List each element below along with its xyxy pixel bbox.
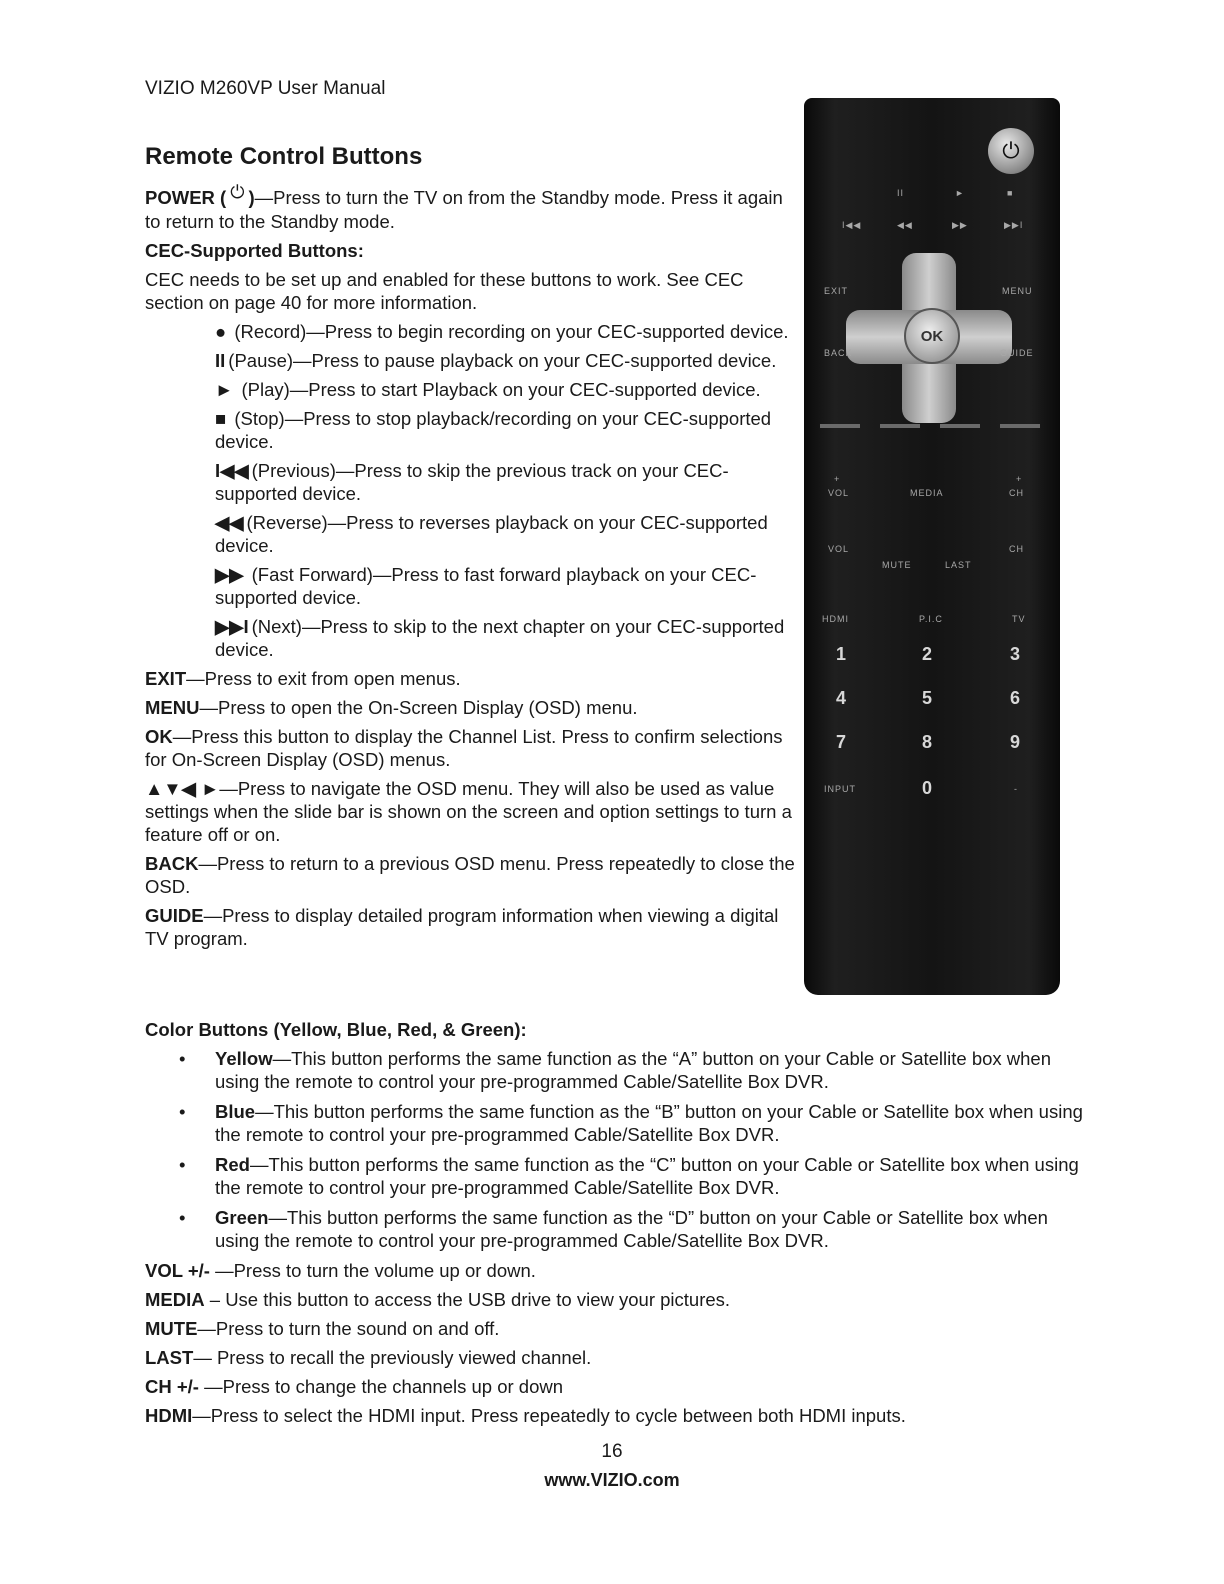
power-label-close: ) — [248, 187, 255, 208]
cec-item-pause — [215, 349, 795, 372]
ok-label: OK — [145, 726, 173, 747]
remote-previous-icon: I◀◀ — [842, 220, 862, 230]
cec-item-fast-forward — [215, 563, 795, 609]
bullet-icon: • — [179, 1207, 186, 1228]
cec-item-previous — [215, 459, 795, 505]
remote-digit-0: 0 — [922, 778, 933, 798]
color-item-green — [179, 1206, 1085, 1252]
cec-item-text: (Stop)—Press to stop playback/recording on your CEC-supported device. — [215, 408, 772, 452]
media-description — [145, 1288, 1085, 1311]
exit-text: —Press to exit from open menus. — [186, 668, 461, 689]
red-label: Red — [215, 1154, 250, 1175]
remote-red-button — [940, 424, 980, 428]
media-text: – Use this button to access the USB drive to view your pictures. — [204, 1289, 731, 1310]
remote-stop-icon: ■ — [1007, 188, 1014, 198]
arrows-text: —Press to navigate the OSD menu. They will also be used as value settings when the slide bar is shown on the screen and option settings to turn a feature off or on. — [145, 778, 792, 845]
bullet-icon: • — [179, 1048, 186, 1069]
mute-text: —Press to turn the sound on and off. — [197, 1318, 500, 1339]
power-label: POWER ( — [145, 187, 227, 208]
lower-text — [145, 1018, 1085, 1433]
ch-description — [145, 1375, 1085, 1398]
arrow-icons: ▲▼◀ ► — [145, 778, 220, 799]
remote-vol-label: VOL — [828, 488, 850, 498]
remote-ch-label-2: CH — [1009, 544, 1024, 554]
record-icon: ● — [215, 321, 227, 342]
power-description — [145, 182, 795, 233]
cec-item-text: (Fast Forward)—Press to fast forward playback on your CEC-supported device. — [215, 564, 757, 608]
cec-item-text: (Previous)—Press to skip the previous track on your CEC-supported device. — [215, 460, 729, 504]
cec-item-text: (Play)—Press to start Playback on your CEC-supported device. — [241, 379, 761, 400]
remote-play-icon: ► — [955, 188, 965, 198]
vol-description — [145, 1259, 1085, 1282]
cec-item-text: (Record)—Press to begin recording on your CEC-supported device. — [234, 321, 789, 342]
menu-description — [145, 696, 795, 719]
remote-next-icon: ▶▶I — [1004, 220, 1024, 230]
remote-tv-label: TV — [1012, 614, 1026, 624]
back-text: —Press to return to a previous OSD menu. Press repeatedly to close the OSD. — [145, 853, 795, 897]
blue-label: Blue — [215, 1101, 256, 1122]
remote-media-label: MEDIA — [910, 488, 944, 498]
remote-pic-label: P.I.C — [919, 614, 943, 624]
power-icon: ⏻ — [1002, 138, 1020, 163]
yellow-text: —This button performs the same function as the “A” button on your Cable or Satellite box when using the remote to control your pre-programmed Cable/Satellite Box DVR. — [215, 1048, 1052, 1092]
pause-icon: II — [215, 350, 226, 371]
back-description — [145, 852, 795, 898]
remote-last-label: LAST — [945, 560, 972, 570]
cec-intro: CEC needs to be set up and enabled for these buttons to work. See CEC section on page 40 for more information. — [145, 269, 744, 313]
remote-digit-1: 1 — [836, 644, 847, 664]
remote-digit-8: 8 — [922, 732, 933, 752]
power-icon: ⏻ — [230, 182, 245, 202]
remote-digit-5: 5 — [922, 688, 933, 708]
ok-description — [145, 725, 795, 771]
guide-description — [145, 904, 795, 950]
hdmi-text: —Press to select the HDMI input. Press repeatedly to cycle between both HDMI inputs. — [192, 1405, 906, 1426]
page-title: Remote Control Buttons — [145, 143, 423, 170]
cec-heading: CEC-Supported Buttons: — [145, 240, 364, 261]
remote-mute-label: MUTE — [882, 560, 912, 570]
ch-text: —Press to change the channels up or down — [198, 1376, 564, 1397]
arrows-description — [145, 777, 795, 846]
remote-input-label: INPUT — [824, 784, 856, 794]
mute-description — [145, 1317, 1085, 1340]
guide-text: —Press to display detailed program information when viewing a digital TV program. — [145, 905, 779, 949]
last-description — [145, 1346, 1085, 1369]
remote-vol-plus: + — [834, 474, 841, 484]
stop-icon: ■ — [215, 408, 227, 429]
color-buttons-heading: Color Buttons (Yellow, Blue, Red, & Green): — [145, 1019, 527, 1040]
remote-green-button — [1000, 424, 1040, 428]
remote-power-button — [988, 128, 1034, 174]
remote-ch-label: CH — [1009, 488, 1024, 498]
play-icon: ► — [215, 379, 234, 400]
cec-item-reverse — [215, 511, 795, 557]
page-header: VIZIO M260VP User Manual — [145, 78, 386, 99]
remote-blue-button — [880, 424, 920, 428]
guide-label: GUIDE — [145, 905, 204, 926]
reverse-icon: ◀◀ — [215, 512, 244, 533]
remote-vol-label-2: VOL — [828, 544, 850, 554]
cec-item-text: (Pause)—Press to pause playback on your CEC-supported device. — [228, 350, 777, 371]
mute-label: MUTE — [145, 1318, 198, 1339]
remote-hdmi-label: HDMI — [822, 614, 849, 624]
remote-ok-label: OK — [920, 327, 944, 345]
back-label: BACK — [145, 853, 199, 874]
remote-menu-label: MENU — [1002, 286, 1033, 296]
last-label: LAST — [145, 1347, 194, 1368]
remote-digit-7: 7 — [836, 732, 847, 752]
last-text: — Press to recall the previously viewed channel. — [193, 1347, 592, 1368]
hdmi-label: HDMI — [145, 1405, 193, 1426]
exit-description — [145, 667, 795, 690]
bullet-icon: • — [179, 1101, 186, 1122]
remote-back-label: BACK — [824, 348, 853, 358]
menu-label: MENU — [145, 697, 200, 718]
remote-pause-icon: II — [897, 188, 905, 198]
media-label: MEDIA — [145, 1289, 205, 1310]
cec-item-record — [215, 320, 795, 343]
green-text: —This button performs the same function as the “D” button on your Cable or Satellite box when using the remote to control your pre-programmed Cable/Satellite Box DVR. — [215, 1207, 1048, 1251]
remote-ch-plus: + — [1016, 474, 1023, 484]
remote-digit-4: 4 — [836, 688, 847, 708]
cec-item-play — [215, 378, 795, 401]
power-text: —Press to turn the TV on from the Standby mode. Press it again to return to the Standby mode. — [145, 187, 783, 232]
cec-item-stop — [215, 407, 795, 453]
ok-text: —Press this button to display the Channel List. Press to confirm selections for On-Screen Display (OSD) menus. — [145, 726, 783, 770]
remote-control-image — [804, 98, 1060, 995]
yellow-label: Yellow — [215, 1048, 273, 1069]
remote-digit-2: 2 — [922, 644, 933, 664]
next-icon: ▶▶I — [215, 616, 249, 637]
remote-fast-forward-icon: ▶▶ — [952, 220, 968, 230]
bullet-icon: • — [179, 1154, 186, 1175]
remote-digit-6: 6 — [1010, 688, 1021, 708]
remote-reverse-icon: ◀◀ — [897, 220, 913, 230]
color-item-yellow — [179, 1047, 1085, 1093]
previous-icon: I◀◀ — [215, 460, 249, 481]
exit-label: EXIT — [145, 668, 187, 689]
remote-digit-3: 3 — [1010, 644, 1021, 664]
cec-item-text: (Next)—Press to skip to the next chapter on your CEC-supported device. — [215, 616, 785, 660]
color-item-blue — [179, 1100, 1085, 1146]
ch-label: CH +/- — [145, 1376, 199, 1397]
cec-item-text: (Reverse)—Press to reverses playback on your CEC-supported device. — [215, 512, 768, 556]
remote-yellow-button — [820, 424, 860, 428]
menu-text: —Press to open the On-Screen Display (OSD) menu. — [199, 697, 638, 718]
remote-ok-button — [904, 308, 960, 364]
main-text — [145, 182, 795, 956]
footer-website: www.VIZIO.com — [544, 1470, 680, 1490]
red-text: —This button performs the same function as the “C” button on your Cable or Satellite box when using the remote to control your pre-programmed Cable/Satellite Box DVR. — [215, 1154, 1079, 1198]
vol-label: VOL +/- — [145, 1260, 210, 1281]
blue-text: —This button performs the same function as the “B” button on your Cable or Satellite box when using the remote to control your pre-programmed Cable/Satellite Box DVR. — [215, 1101, 1083, 1145]
remote-dash-button: - — [1014, 784, 1018, 794]
vol-text: —Press to turn the volume up or down. — [209, 1260, 536, 1281]
remote-exit-label: EXIT — [824, 286, 849, 296]
color-item-red — [179, 1153, 1085, 1199]
remote-digit-9: 9 — [1010, 732, 1021, 752]
page-number: 16 — [601, 1441, 623, 1462]
hdmi-description — [145, 1404, 1085, 1427]
fast-forward-icon: ▶▶ — [215, 564, 244, 585]
cec-item-next — [215, 615, 795, 661]
green-label: Green — [215, 1207, 269, 1228]
remote-guide-label: GUIDE — [1000, 348, 1034, 358]
